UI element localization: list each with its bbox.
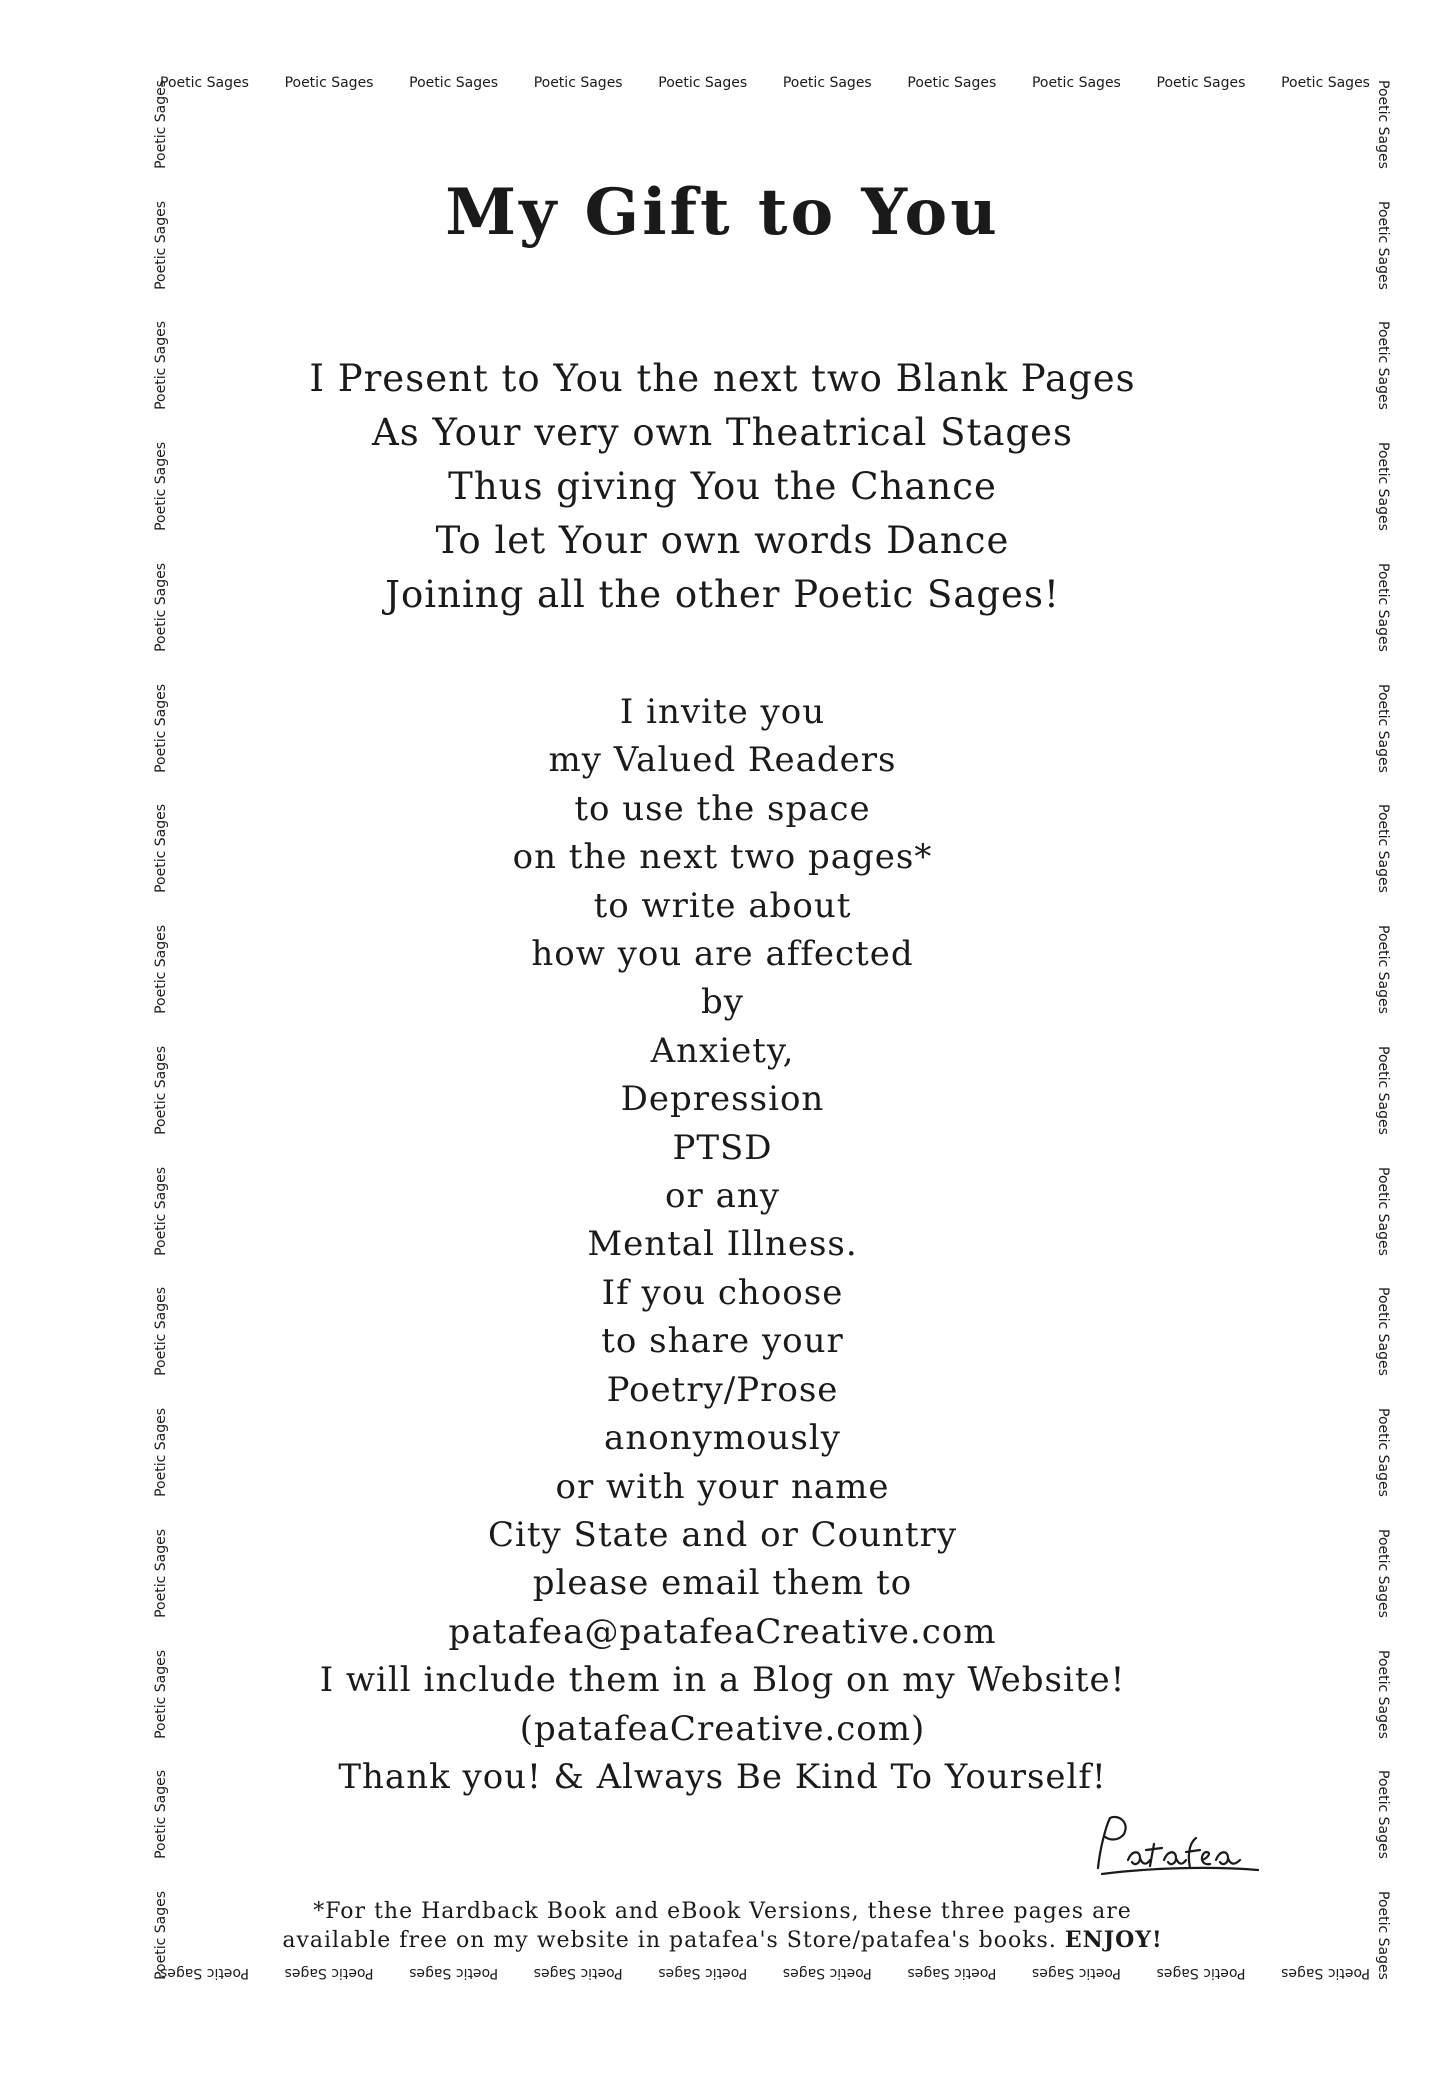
border-text: Poetic Sages	[533, 1965, 623, 1981]
border-text: Poetic Sages	[160, 75, 249, 91]
border-text: Poetic Sages	[1281, 75, 1370, 91]
footnote-text: available free on my website in patafea's Store/patafea's books.	[282, 1928, 1057, 1953]
body-line: or with your name	[555, 1466, 890, 1507]
border-text: Poetic Sages	[153, 1649, 169, 1739]
border-text: Poetic Sages	[1375, 925, 1391, 1015]
border-text: Poetic Sages	[1375, 200, 1391, 290]
border-text: Poetic Sages	[153, 1891, 169, 1980]
border-text: Poetic Sages	[1375, 683, 1391, 773]
body-line: by	[701, 982, 744, 1023]
body-line: anonymously	[604, 1418, 841, 1459]
border-text: Poetic Sages	[1375, 1287, 1391, 1377]
border-text: Poetic Sages	[153, 1408, 169, 1497]
border-text: Poetic Sages	[153, 1166, 169, 1256]
email-line: patafea@patafeaCreative.com	[448, 1611, 997, 1652]
border-text: Poetic Sages	[907, 1965, 997, 1981]
border-text: Poetic Sages	[153, 200, 169, 290]
body-line: If you choose	[601, 1272, 844, 1313]
body-line: to share your	[601, 1321, 844, 1362]
border-text: Poetic Sages	[1156, 75, 1246, 91]
border-text: Poetic Sages	[1375, 1891, 1391, 1980]
border-text: Poetic Sages	[160, 1965, 249, 1981]
body-line: to use the space	[574, 788, 871, 829]
poem-stanza	[0, 352, 1445, 622]
border-text: Poetic Sages	[153, 80, 169, 169]
website-line: (patafeaCreative.com)	[519, 1708, 926, 1749]
border-text: Poetic Sages	[1031, 75, 1121, 91]
body-line: Poetry/Prose	[606, 1369, 839, 1410]
border-text: Poetic Sages	[153, 562, 169, 652]
body-line: I will include them in a Blog on my Website!	[319, 1660, 1126, 1701]
body-line: to write about	[593, 885, 852, 926]
border-text: Poetic Sages	[658, 75, 748, 91]
border-text: Poetic Sages	[1375, 321, 1391, 411]
border-text: Poetic Sages	[1375, 80, 1391, 169]
border-top	[160, 72, 1370, 94]
border-text: Poetic Sages	[1375, 442, 1391, 532]
stanza-line: To let Your own words Dance	[435, 519, 1010, 562]
footnote-line-2	[0, 1926, 1445, 1955]
border-text: Poetic Sages	[658, 1965, 748, 1981]
border-text: Poetic Sages	[907, 75, 997, 91]
border-text: Poetic Sages	[284, 1965, 374, 1981]
body-line: PTSD	[672, 1127, 773, 1168]
body-line: on the next two pages*	[512, 837, 933, 878]
border-text: Poetic Sages	[1375, 1408, 1391, 1497]
border-text: Poetic Sages	[1031, 1965, 1121, 1981]
border-text: Poetic Sages	[1375, 1528, 1391, 1618]
border-text: Poetic Sages	[153, 804, 169, 894]
border-text: Poetic Sages	[153, 1045, 169, 1135]
border-text: Poetic Sages	[153, 1770, 169, 1860]
border-text: Poetic Sages	[153, 683, 169, 773]
border-text: Poetic Sages	[153, 1287, 169, 1377]
body-line: City State and or Country	[487, 1514, 958, 1555]
border-text: Poetic Sages	[1156, 1965, 1246, 1981]
border-text: Poetic Sages	[153, 925, 169, 1015]
body-line: I invite you	[619, 692, 826, 732]
border-text: Poetic Sages	[153, 321, 169, 411]
footnote-emphasis: ENJOY!	[1064, 1927, 1163, 1953]
stanza-line: I Present to You the next two Blank Pages	[309, 357, 1136, 400]
invitation-text	[0, 688, 1445, 1801]
closing-line: Thank you! & Always Be Kind To Yourself!	[338, 1756, 1107, 1797]
border-text: Poetic Sages	[153, 1528, 169, 1618]
border-text: Poetic Sages	[284, 75, 374, 91]
border-text: Poetic Sages	[1375, 1166, 1391, 1256]
body-line: please email them to	[532, 1563, 913, 1604]
stanza-line: Joining all the other Poetic Sages!	[385, 573, 1060, 616]
border-text: Poetic Sages	[533, 75, 623, 91]
border-text: Poetic Sages	[1375, 1770, 1391, 1860]
body-line: how you are affected	[531, 934, 914, 975]
border-bottom	[160, 1962, 1370, 1984]
border-text: Poetic Sages	[782, 75, 872, 91]
border-text: Poetic Sages	[1375, 1045, 1391, 1135]
border-text: Poetic Sages	[782, 1965, 872, 1981]
border-text: Poetic Sages	[1281, 1965, 1370, 1981]
border-text: Poetic Sages	[153, 442, 169, 532]
stanza-line: As Your very own Theatrical Stages	[372, 411, 1073, 454]
border-text: Poetic Sages	[1375, 804, 1391, 894]
footnote	[0, 1898, 1445, 1955]
page-title: My Gift to You	[445, 175, 1000, 250]
body-line: Anxiety,	[650, 1030, 795, 1071]
border-text: Poetic Sages	[1375, 562, 1391, 652]
border-text: Poetic Sages	[409, 75, 499, 91]
footnote-line: *For the Hardback Book and eBook Versions, these three pages are	[313, 1899, 1132, 1924]
body-line: my Valued Readers	[548, 740, 897, 781]
border-text: Poetic Sages	[409, 1965, 499, 1981]
stanza-line: Thus giving You the Chance	[448, 465, 997, 508]
body-line: Depression	[620, 1079, 825, 1120]
border-text: Poetic Sages	[1375, 1649, 1391, 1739]
body-line: or any	[665, 1176, 780, 1217]
body-line: Mental Illness.	[587, 1224, 858, 1265]
signature	[1088, 1808, 1268, 1888]
